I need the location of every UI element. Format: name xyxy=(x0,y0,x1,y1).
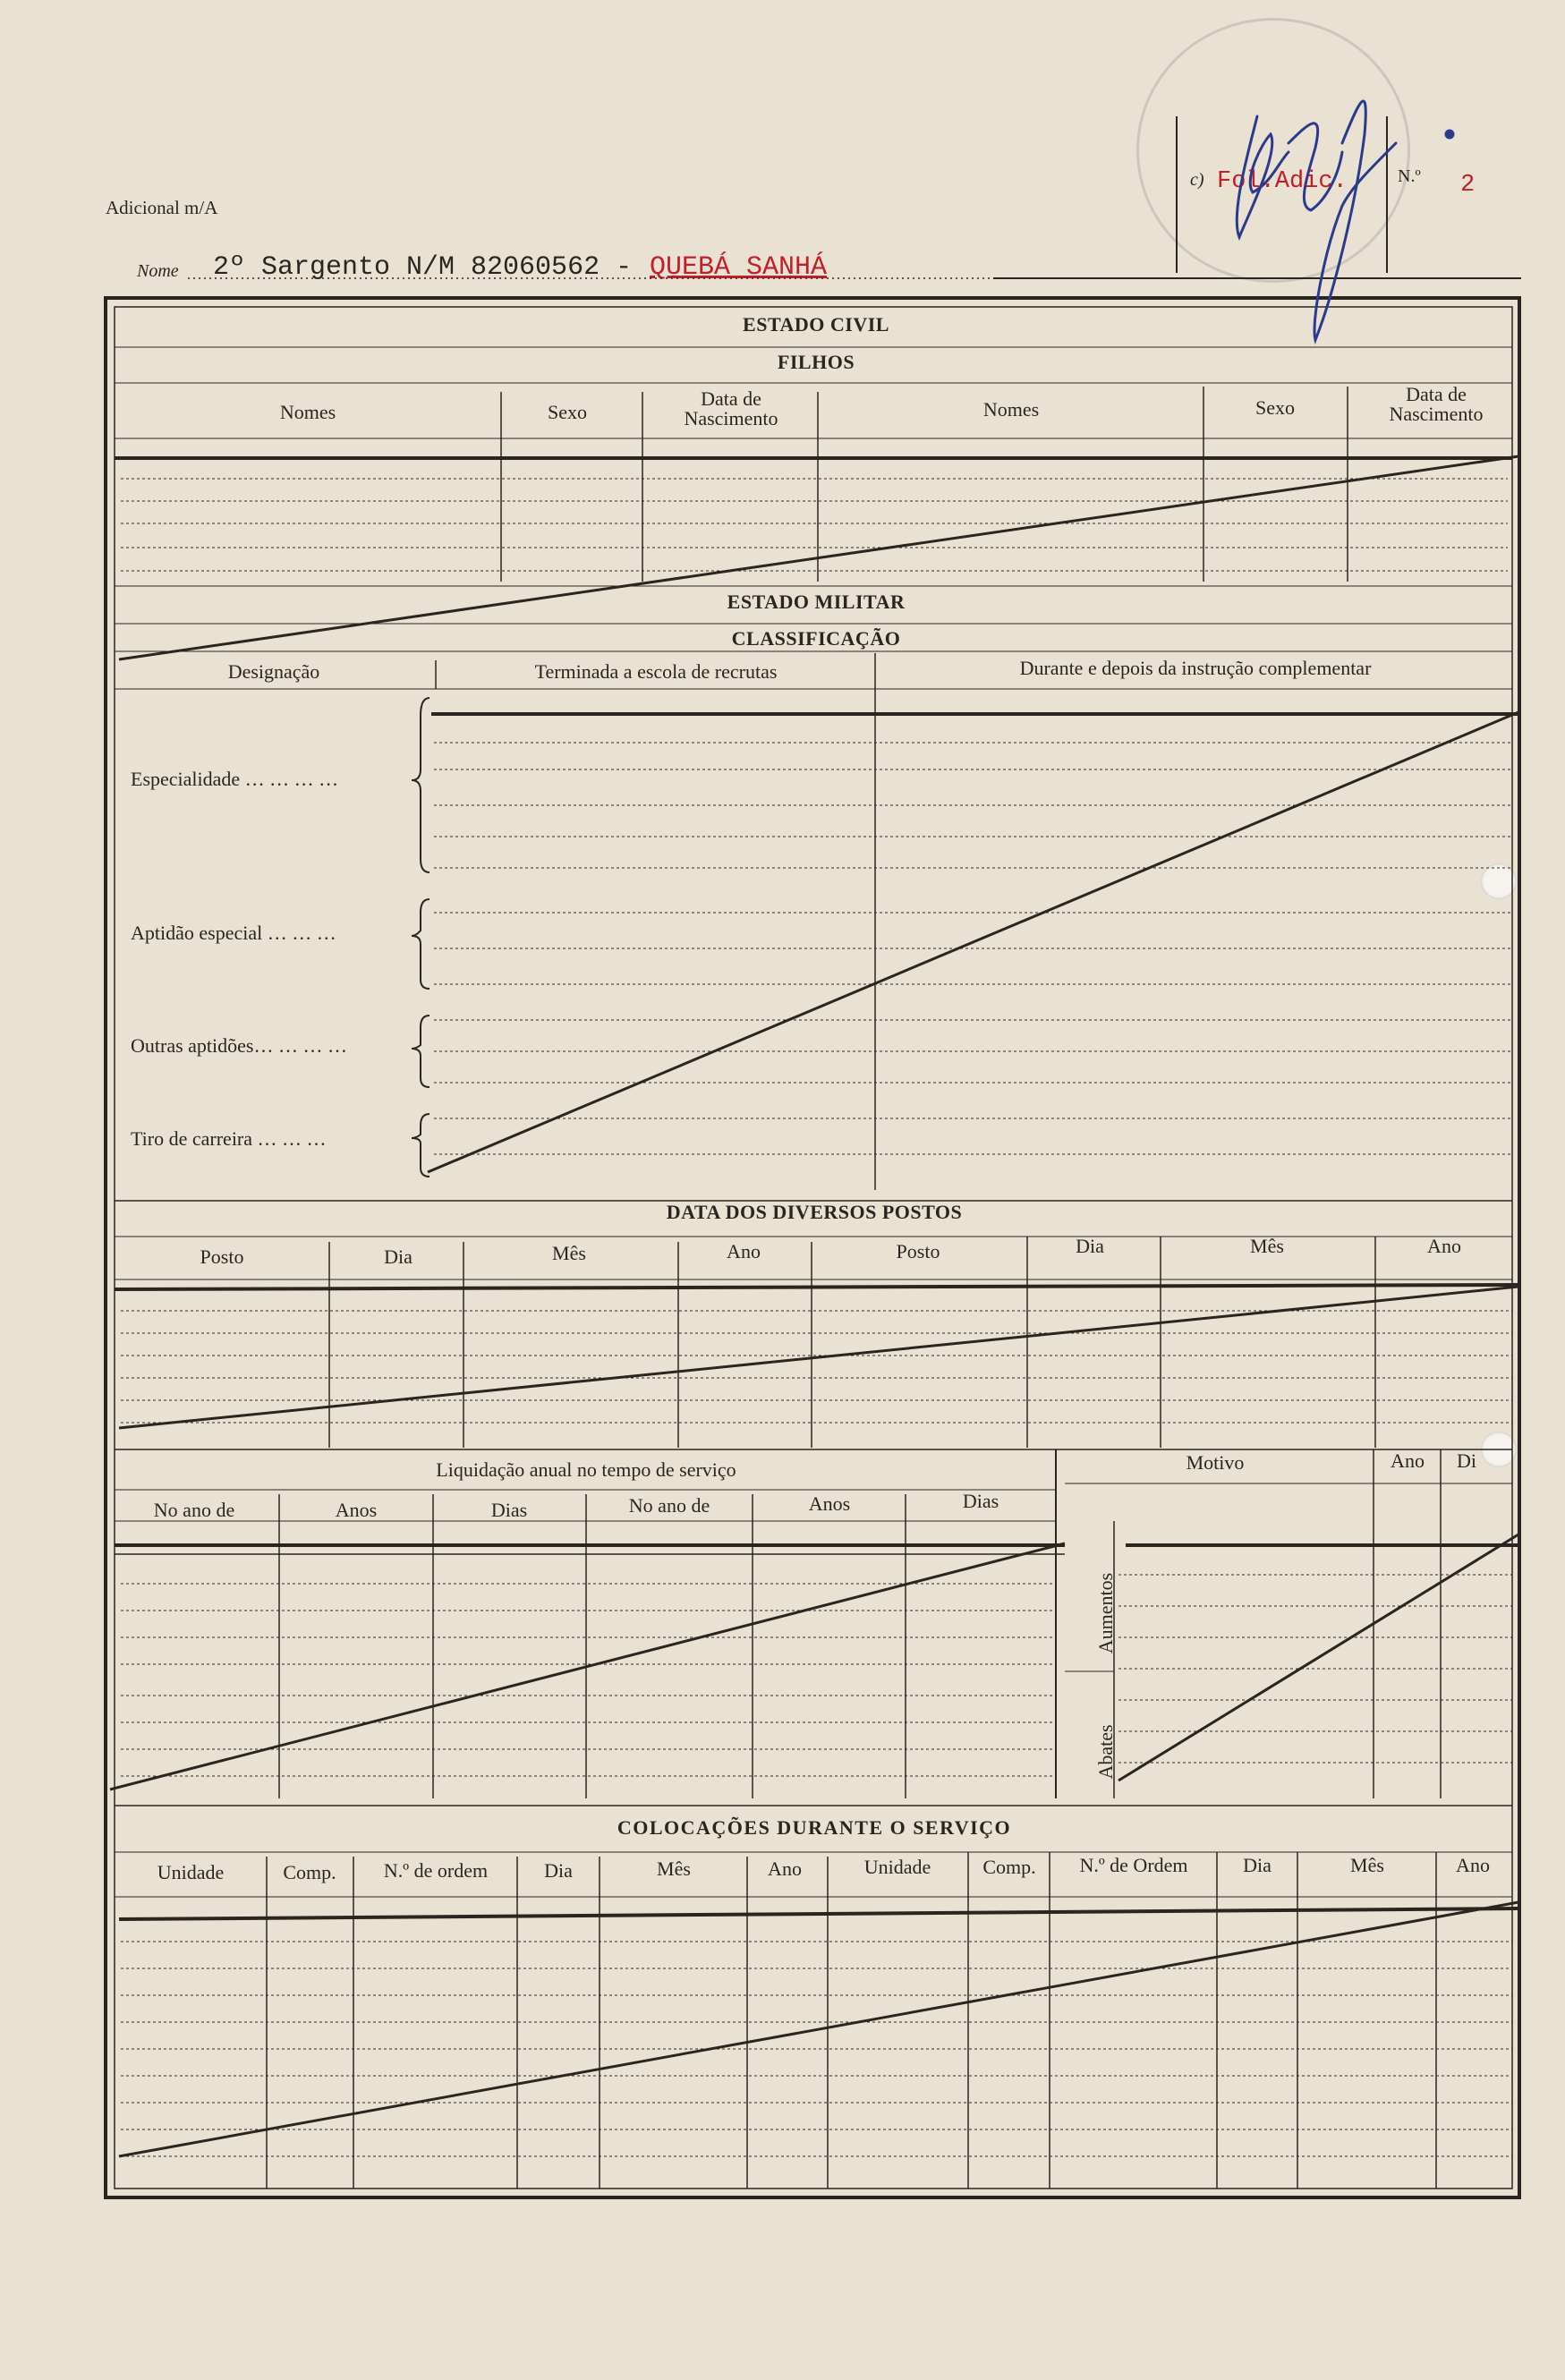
col-mes-4: Mês xyxy=(1350,1854,1384,1876)
col-dia-4: Dia xyxy=(1243,1854,1272,1876)
row-tiro-carreira: Tiro de carreira … … … xyxy=(131,1127,327,1150)
col-dias-2: Dias xyxy=(962,1490,999,1512)
col-designacao: Designação xyxy=(227,660,320,683)
numero-label: N.º xyxy=(1398,166,1421,186)
col-dia-3: Dia xyxy=(544,1859,573,1882)
col-mes-3: Mês xyxy=(657,1857,691,1880)
col-dias-1: Dias xyxy=(490,1499,528,1521)
row-outras-aptidoes: Outras aptidões… … … … xyxy=(131,1034,347,1057)
label-aumentos: Aumentos xyxy=(1094,1572,1117,1654)
colocacoes-title: COLOCAÇÕES DURANTE O SERVIÇO xyxy=(617,1816,1012,1839)
col-comp-1: Comp. xyxy=(283,1861,336,1883)
form-id: Adicional m/A xyxy=(106,197,218,218)
col-nordem-1: N.º de ordem xyxy=(383,1859,489,1882)
col-nasc-2: Data de Nascimento xyxy=(1389,383,1484,425)
classificacao-title: CLASSIFICAÇÃO xyxy=(731,627,901,650)
folio-prefix: c) xyxy=(1190,170,1204,190)
nome-label: Nome xyxy=(137,261,179,281)
col-posto-2: Posto xyxy=(896,1240,940,1262)
col-dia-1: Dia xyxy=(384,1245,413,1268)
col-nasc-1: Data de Nascimento xyxy=(684,387,778,429)
row-especialidade: Especialidade … … … … xyxy=(131,768,339,790)
folio-value: Fol.Adic. xyxy=(1217,168,1348,195)
col-ano-1: Ano xyxy=(727,1240,761,1262)
nome-name: QUEBÁ SANHÁ xyxy=(650,252,828,283)
col-posto-1: Posto xyxy=(200,1245,244,1268)
handwritten-signature xyxy=(1237,101,1453,340)
row-aptidao-especial: Aptidão especial … … … xyxy=(131,922,336,944)
postos-title: DATA DOS DIVERSOS POSTOS xyxy=(666,1201,963,1223)
col-ano-3: Ano xyxy=(768,1857,802,1880)
col-dia-2: Dia xyxy=(1076,1235,1104,1257)
col-no-ano-1: No ano de xyxy=(153,1499,235,1521)
numero-value: 2 xyxy=(1460,172,1476,199)
col-nomes-2: Nomes xyxy=(982,398,1040,421)
col-recrutas: Terminada a escola de recrutas xyxy=(534,660,778,683)
label-abates: Abates xyxy=(1094,1724,1117,1780)
col-mes-1: Mês xyxy=(552,1242,586,1264)
col-ano-2: Ano xyxy=(1427,1235,1461,1257)
col-ano-4: Ano xyxy=(1456,1854,1490,1876)
estado-civil-title: ESTADO CIVIL xyxy=(743,313,889,336)
col-nordem-2: N.º de Ordem xyxy=(1079,1854,1188,1876)
col-unidade-2: Unidade xyxy=(863,1856,931,1878)
col-instrucao: Durante e depois da instrução complementar xyxy=(1019,657,1372,679)
col-no-ano-2: No ano de xyxy=(628,1494,710,1517)
col-comp-2: Comp. xyxy=(982,1856,1036,1878)
col-mes-2: Mês xyxy=(1250,1235,1284,1257)
col-motivo-ano: Ano xyxy=(1391,1449,1425,1472)
col-anos-1: Anos xyxy=(335,1499,378,1521)
liquidacao-title: Liquidação anual no tempo de serviço xyxy=(436,1458,736,1481)
col-anos-2: Anos xyxy=(808,1492,851,1515)
nome-value: 2º Sargento N/M 82060562 - xyxy=(213,252,633,283)
estado-militar-title: ESTADO MILITAR xyxy=(727,591,906,613)
col-unidade-1: Unidade xyxy=(157,1861,225,1883)
col-sexo-1: Sexo xyxy=(548,401,587,423)
col-sexo-2: Sexo xyxy=(1255,396,1295,419)
col-nomes-1: Nomes xyxy=(279,401,336,423)
col-motivo: Motivo xyxy=(1186,1451,1245,1474)
filhos-title: FILHOS xyxy=(777,351,855,373)
col-motivo-dias: Di xyxy=(1457,1449,1476,1472)
